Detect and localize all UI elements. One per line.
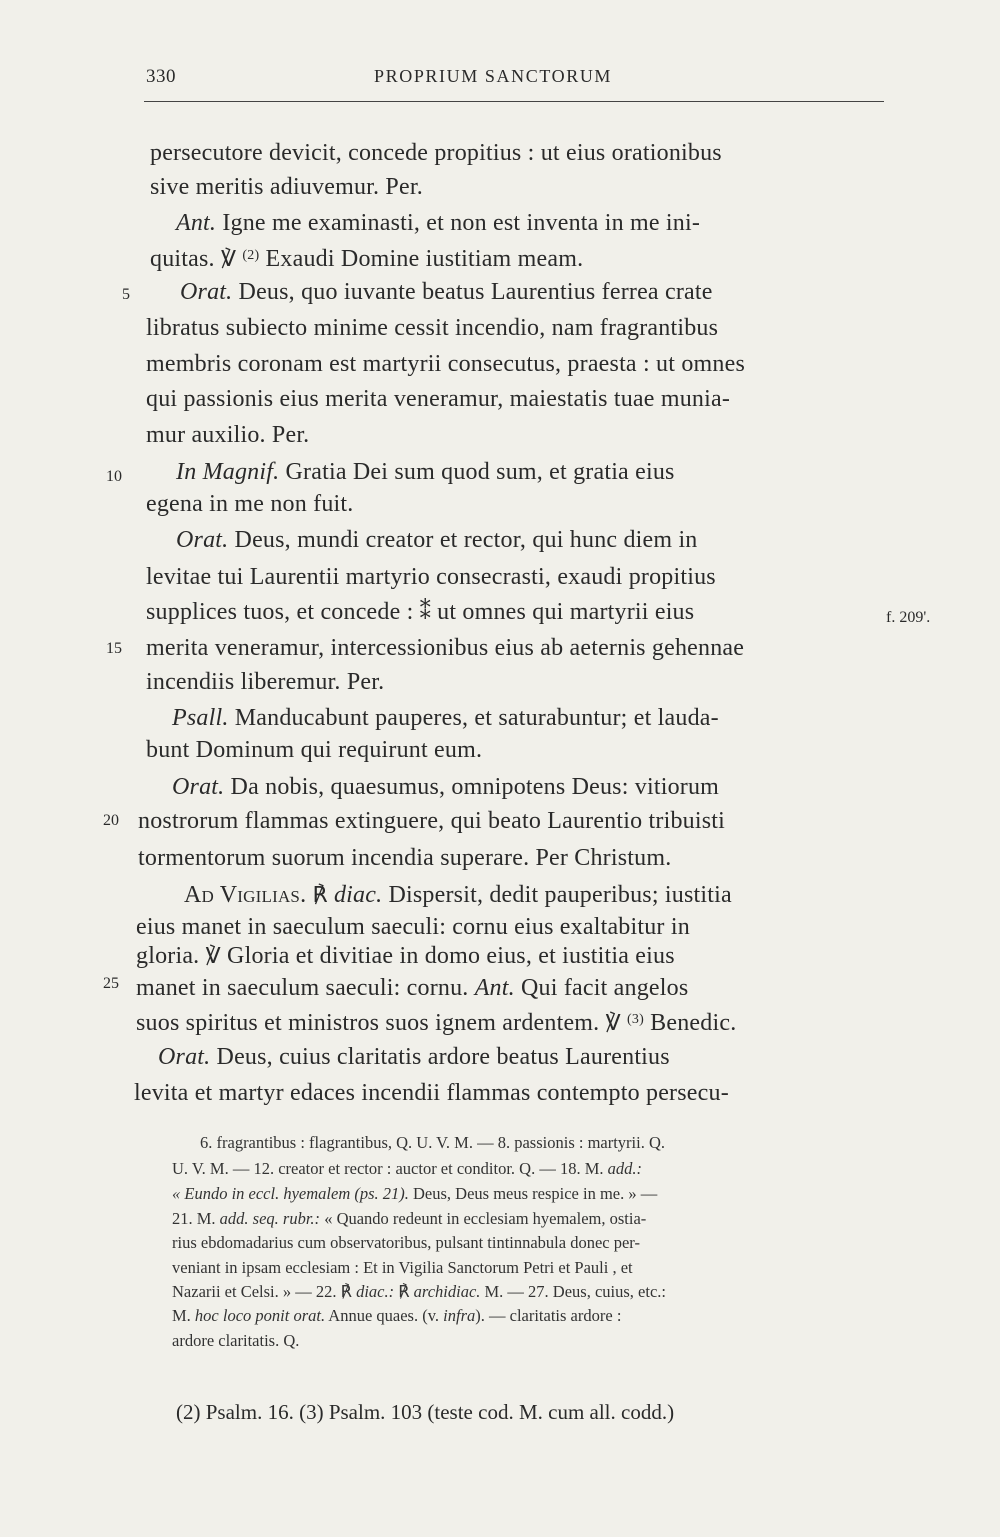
text-line: bunt Dominum qui requirunt eum. [146, 737, 483, 763]
footnote-ref: (2) [242, 248, 260, 263]
footnote-line [172, 1305, 621, 1327]
text-span: Benedic. [643, 1010, 737, 1036]
text-span: Gloria et divitiae in domo eius, et iustitia eius [220, 943, 675, 969]
text-span: Nazarii et Celsi. » — 22. [172, 1282, 341, 1301]
text-span: add.: [607, 1159, 643, 1178]
text-line: tormentorum suorum incendia superare. Per Christum. [138, 845, 672, 871]
text-line: incendiis liberemur. Per. [146, 669, 385, 695]
footnote-ref: (3) [627, 1012, 644, 1027]
text-span: hoc loco ponit orat. [194, 1306, 326, 1325]
text-line [172, 772, 719, 802]
text-line [176, 208, 700, 238]
footnote-line [172, 1158, 642, 1180]
text-span: infra [443, 1306, 476, 1325]
text-line [172, 703, 719, 733]
text-line: mur auxilio. Per. [146, 422, 310, 448]
text-span: add. seq. rubr.: [219, 1209, 321, 1228]
text-span: suos spiritus et ministros suos ignem ardentem. [136, 1010, 606, 1036]
antiphon-label: Ant. [176, 210, 217, 236]
text-span: Exaudi Domine iustitiam meam. [259, 246, 584, 272]
line-number-5: 5 [122, 286, 130, 303]
header-rule [144, 101, 884, 102]
text-span: 21. M. [172, 1209, 220, 1228]
text-span: ). — claritatis ardore : [475, 1306, 622, 1325]
footnote-line: 6. fragrantibus : flagrantibus, Q. U. V. M. — 8. passionis : martyrii. Q. [200, 1133, 666, 1152]
text-span: Manducabunt pauperes, et saturabuntur; et lauda- [228, 705, 719, 731]
text-line [180, 277, 713, 307]
text-span: diac.: [351, 1282, 395, 1301]
text-line: eius manet in saeculum saeculi: cornu eius exaltabitur in [136, 914, 690, 940]
text-span: Deus, Deus meus respice in me. » — [408, 1184, 658, 1203]
versicle-symbol: ℣ [205, 943, 221, 968]
folio-break-mark: ⁑ [419, 599, 431, 624]
text-line: membris coronam est martyrii consecutus, praesta : ut omnes [146, 351, 745, 377]
footnote-line: veniant in ipsam ecclesiam : Et in Vigilia Sanctorum Petri et Pauli , et [172, 1258, 633, 1277]
versicle-symbol: ℣ [605, 1010, 621, 1035]
text-span: Igne me examinasti, et non est inventa in me ini- [216, 210, 701, 236]
line-number-20: 20 [103, 812, 119, 829]
text-line: merita veneramur, intercessionibus eius ab aeternis gehennae [146, 635, 745, 661]
text-span: M. — 27. Deus, cuius, etc.: [480, 1282, 666, 1301]
text-span: Annue quaes. (v. [325, 1306, 444, 1325]
text-span: « Quando redeunt in ecclesiam hyemalem, ostia- [320, 1209, 647, 1228]
text-span: Da nobis, quaesumus, omnipotens Deus: vitiorum [224, 774, 720, 800]
oration-label: Orat. [158, 1044, 211, 1070]
text-span: diac. [327, 882, 383, 908]
text-span: archidiac. [409, 1282, 481, 1301]
footnote-line [172, 1183, 657, 1205]
antiphon-label: Ant. [474, 975, 515, 1001]
text-line: egena in me non fuit. [146, 491, 354, 517]
text-line [158, 1042, 670, 1072]
footnote-line [172, 1281, 666, 1303]
text-line: persecutore devicit, concede propitius : ut eius orationibus [150, 140, 722, 166]
margin-folio-note: f. 209'. [886, 609, 931, 626]
responsory-symbol: ℟ [340, 1282, 352, 1301]
psalm-label: Psall. [172, 705, 229, 731]
line-number-15: 15 [106, 640, 122, 657]
magnificat-label: In Magnif. [176, 459, 280, 485]
text-line: levita et martyr edaces incendii flammas contempto persecu- [134, 1080, 729, 1106]
text-span: supplices tuos, et concede : [146, 599, 420, 625]
line-number-25: 25 [103, 975, 119, 992]
page-number: 330 [146, 66, 176, 87]
text-line: nostrorum flammas extinguere, qui beato Laurentio tribuisti [138, 808, 725, 834]
text-line: sive meritis adiuvemur. Per. [150, 174, 423, 200]
text-line [176, 525, 698, 555]
text-line [176, 457, 675, 487]
text-span: ut omnes qui martyrii eius [430, 599, 695, 625]
text-line [150, 241, 583, 274]
running-head: PROPRIUM SANCTORUM [374, 66, 613, 86]
text-span: manet in saeculum saeculi: cornu. [136, 975, 475, 1001]
text-span: Dispersit, dedit pauperibus; iustitia [382, 882, 732, 908]
text-line: qui passionis eius merita veneramur, maiestatis tuae munia- [146, 386, 731, 412]
text-span: U. V. M. — 12. creator et rector : auctor et conditor. Q. — 18. M. [172, 1159, 608, 1178]
oration-label: Orat. [172, 774, 225, 800]
text-span: Gratia Dei sum quod sum, et gratia eius [279, 459, 675, 485]
text-span: quitas. [150, 246, 221, 272]
versicle-symbol: ℣ [220, 246, 237, 271]
oration-label: Orat. [176, 527, 229, 553]
text-span: Deus, mundi creator et rector, qui hunc diem in [228, 527, 698, 553]
text-line [136, 1005, 736, 1038]
text-span: M. [172, 1306, 195, 1325]
footnote-line: ardore claritatis. Q. [172, 1331, 300, 1350]
oration-label: Orat. [180, 279, 233, 305]
text-line [136, 973, 688, 1003]
responsory-symbol: ℟ [312, 882, 328, 907]
text-line: levitae tui Laurentii martyrio consecrasti, exaudi propitius [146, 564, 716, 590]
text-line: libratus subiecto minime cessit incendio, nam fragrantibus [146, 315, 719, 341]
text-span: Deus, quo iuvante beatus Laurentius ferrea crate [232, 279, 713, 305]
responsory-symbol: ℟ [398, 1282, 410, 1301]
text-line [146, 597, 694, 627]
line-number-10: 10 [106, 468, 122, 485]
text-span: Qui facit angelos [514, 975, 689, 1001]
text-span: gloria. [136, 943, 206, 969]
section-heading: Ad Vigilias. [184, 882, 307, 908]
bottom-note: (2) Psalm. 16. (3) Psalm. 103 (teste cod. M. cum all. codd.) [176, 1400, 675, 1424]
text-span: Deus, cuius claritatis ardore beatus Laurentius [210, 1044, 670, 1070]
footnote-line [172, 1208, 646, 1230]
text-line [184, 880, 732, 910]
text-span: « Eundo in eccl. hyemalem (ps. 21). [172, 1184, 409, 1203]
footnote-line: rius ebdomadarius cum observatoribus, pulsant tintinnabula donec per- [172, 1233, 640, 1252]
text-line [136, 941, 675, 971]
